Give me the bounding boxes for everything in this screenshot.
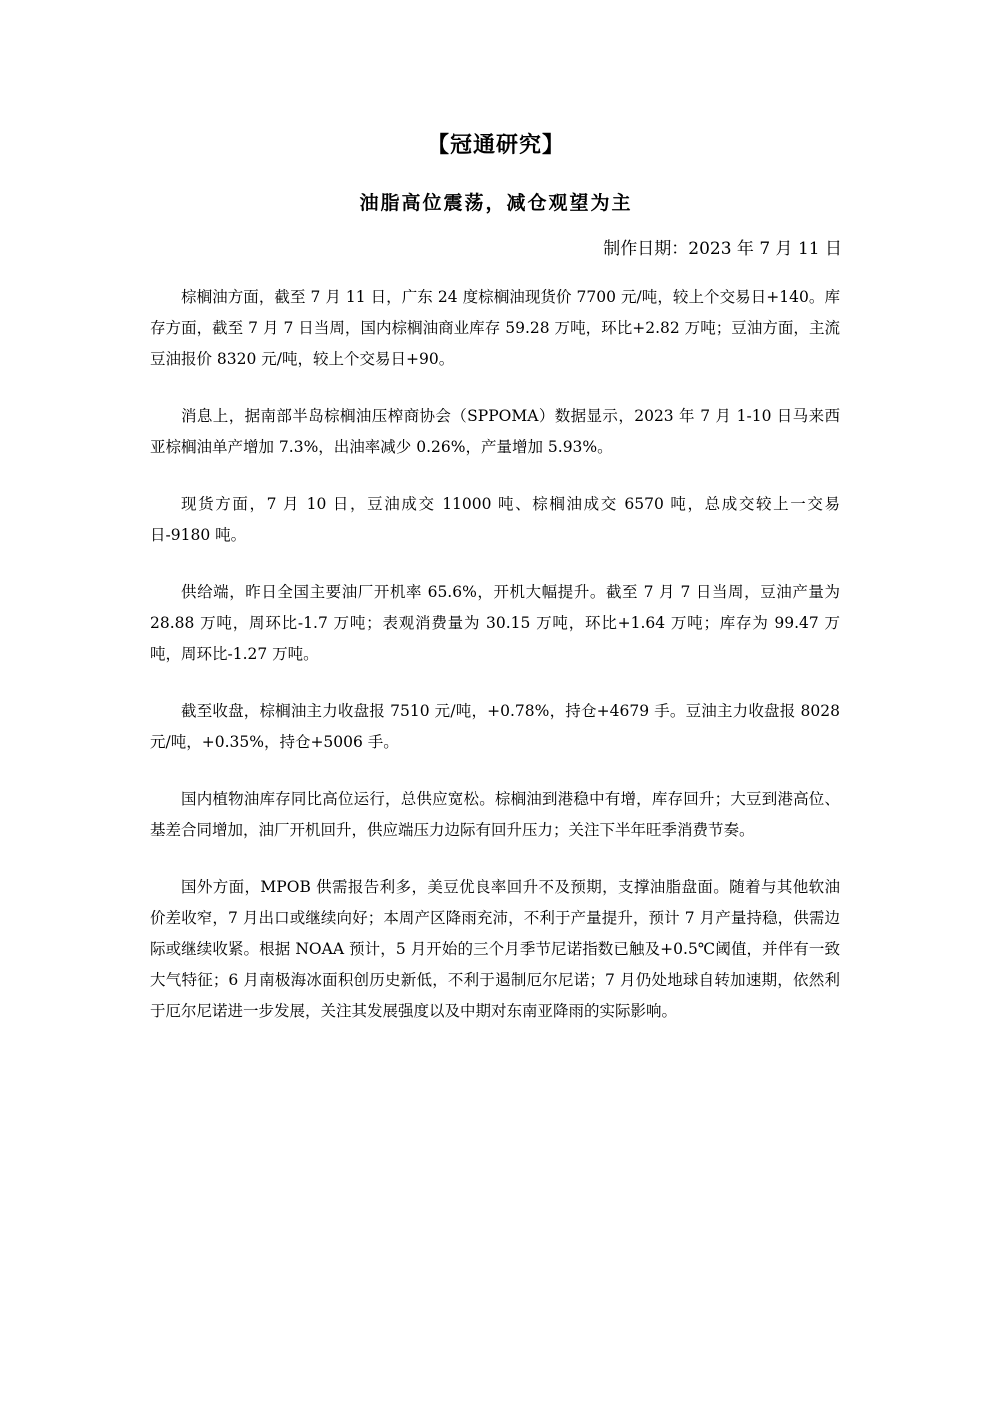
paragraph-overseas: 国外方面，MPOB 供需报告利多，美豆优良率回升不及预期，支撑油脂盘面。随着与其他软油价差收窄，7 月出口或继续向好；本周产区降雨充沛，不利于产量提升，预计 7 月产量持稳，供需边际或继续收紧。根据 NOAA 预计，5 月开始的三个月季节尼诺指数已触及+0.5℃阈值，并伴有一致大气特征；6 月南极海冰面积创历史新低，不利于遏制厄尔尼诺；7 月仍处地球自转加速期，依然利于厄尔尼诺进一步发展，关注其发展强度以及中期对东南亚降雨的实际影响。 (150, 878, 840, 1020)
report-date: 制作日期：2023 年 7 月 11 日 (603, 239, 842, 259)
report-title: 油脂高位震荡，减仓观望为主 (359, 192, 633, 214)
paragraph-supply: 供给端，昨日全国主要油厂开机率 65.6%，开机大幅提升。截至 7 月 7 日当周，豆油产量为 28.88 万吨，周环比-1.7 万吨；表观消费量为 30.15 万吨，环比+1.64 万吨；库存为 99.47 万吨，周环比-1.27 万吨。 (150, 583, 840, 663)
paragraph-spot: 现货方面，7 月 10 日，豆油成交 11000 吨、棕榈油成交 6570 吨，总成交较上一交易日-9180 吨。 (150, 495, 840, 544)
report-header: 【冠通研究】 (426, 132, 565, 158)
paragraph-domestic: 国内植物油库存同比高位运行，总供应宽松。棕榈油到港稳中有增，库存回升；大豆到港高位、基差合同增加，油厂开机回升，供应端压力边际有回升压力；关注下半年旺季消费节奏。 (150, 790, 840, 839)
paragraph-palm-oil: 棕榈油方面，截至 7 月 11 日，广东 24 度棕榈油现货价 7700 元/吨，较上个交易日+140。库存方面，截至 7 月 7 日当周，国内棕榈油商业库存 59.28 万吨，环比+2.82 万吨；豆油方面，主流豆油报价 8320 元/吨，较上个交易日+90。 (150, 288, 840, 368)
paragraph-close: 截至收盘，棕榈油主力收盘报 7510 元/吨，+0.78%，持仓+4679 手。豆油主力收盘报 8028 元/吨，+0.35%，持仓+5006 手。 (150, 702, 840, 751)
paragraph-news: 消息上，据南部半岛棕榈油压榨商协会（SPPOMA）数据显示，2023 年 7 月 1-10 日马来西亚棕榈油单产增加 7.3%，出油率减少 0.26%，产量增加 5.93%。 (150, 407, 840, 456)
report-body (150, 282, 840, 1053)
